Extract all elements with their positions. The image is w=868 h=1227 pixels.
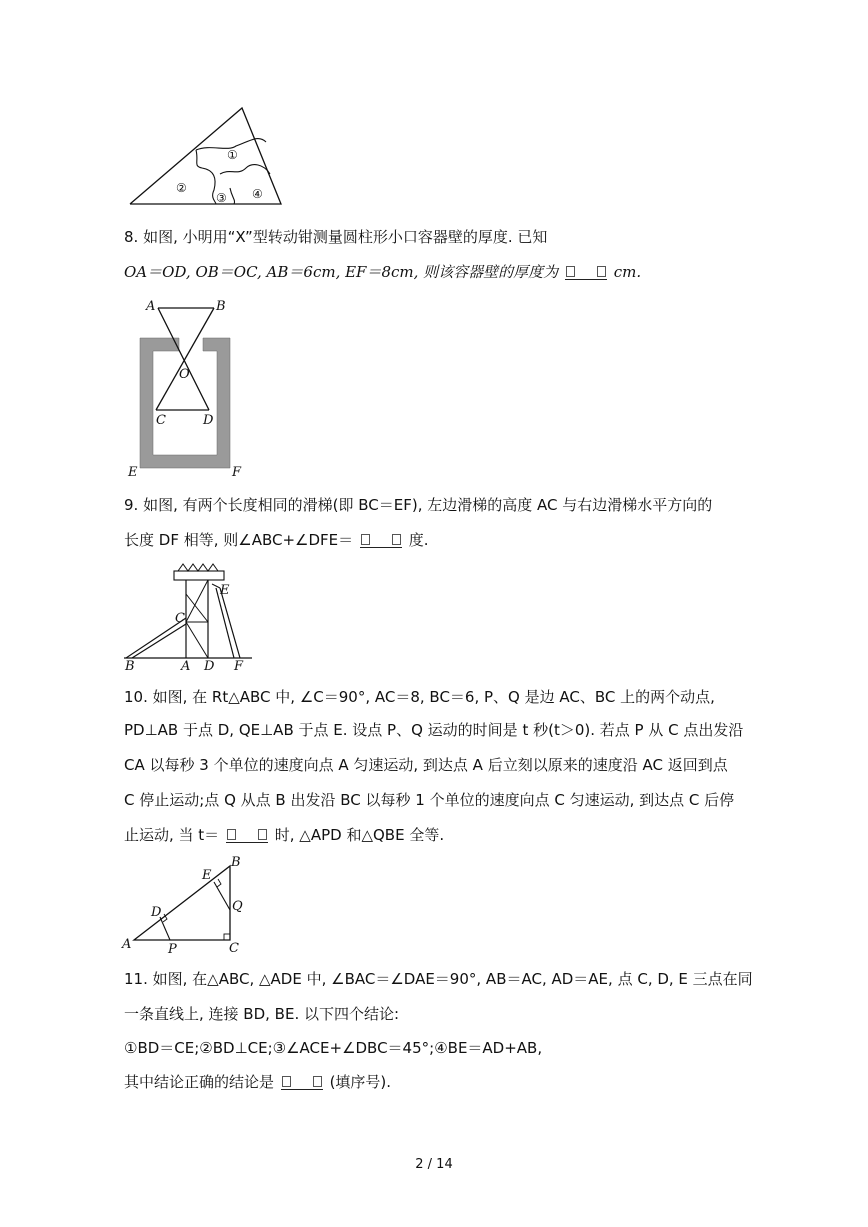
figure-q7-triangle — [124, 104, 286, 208]
q10-line3: CA 以每秒 3 个单位的速度向点 A 匀速运动, 到达点 A 后立刻以原来的速度沿 AC 返回到点 — [124, 756, 728, 774]
q8-line1: 8. 如图, 小明用“X”型转动钳测量圆柱形小口容器壁的厚度. 已知 — [124, 228, 548, 246]
q11-line4 — [124, 1072, 391, 1092]
q9-line2 — [124, 530, 428, 550]
q9-answer-blank[interactable] — [360, 531, 402, 548]
fig9-label-E: E — [220, 583, 230, 598]
q11-line4-tail: (填序号). — [329, 1073, 392, 1091]
fig10-label-A: A — [122, 937, 132, 952]
fig7-label-1: ① — [227, 148, 238, 162]
q10-line5-text: 止运动, 当 t＝ — [124, 826, 220, 844]
fig9-label-F: F — [234, 659, 244, 672]
fig9-label-C: C — [175, 611, 185, 626]
q11-line2: 一条直线上, 连接 BD, BE. 以下四个结论: — [124, 1005, 400, 1023]
q11-line3: ①BD＝CE;②BD⊥CE;③∠ACE+∠DBC＝45°;④BE＝AD+AB, — [124, 1039, 543, 1057]
fig8-label-O: O — [179, 367, 190, 382]
fig10-label-B: B — [231, 855, 241, 870]
fig7-label-3: ③ — [216, 191, 227, 205]
q10-line1: 10. 如图, 在 Rt△ABC 中, ∠C＝90°, AC＝8, BC＝6, P、Q 是边 AC、BC 上的两个动点, — [124, 688, 715, 706]
q8-line2-text: OA＝OD, OB＝OC, AB＝6cm, EF＝8cm, 则该容器壁的厚度为 — [124, 263, 559, 281]
q9-line1: 9. 如图, 有两个长度相同的滑梯(即 BC＝EF), 左边滑梯的高度 AC 与右边滑梯水平方向的 — [124, 496, 713, 514]
q8-line2-unit: cm. — [613, 263, 642, 281]
q11-line1: 11. 如图, 在△ABC, △ADE 中, ∠BAC＝∠DAE＝90°, AB＝AC, AD＝AE, 点 C, D, E 三点在同 — [124, 970, 753, 988]
figure-q9-slides — [120, 560, 260, 672]
fig9-label-B: B — [125, 659, 135, 672]
page-number: 2 / 14 — [415, 1157, 453, 1172]
figure-q8-pliers — [124, 294, 248, 480]
q10-line4: C 停止运动;点 Q 从点 B 出发沿 BC 以每秒 1 个单位的速度向点 C 匀速运动, 到达点 C 后停 — [124, 791, 735, 809]
fig9-label-A: A — [181, 659, 191, 672]
q8-answer-blank[interactable] — [565, 263, 607, 280]
fig10-label-P: P — [168, 942, 177, 956]
fig9-label-D: D — [204, 659, 215, 672]
q10-answer-blank[interactable] — [226, 826, 268, 843]
fig8-label-C: C — [156, 413, 166, 428]
fig8-label-B: B — [216, 299, 226, 314]
fig10-label-Q: Q — [232, 899, 243, 914]
q11-answer-blank[interactable] — [281, 1073, 323, 1090]
fig10-label-D: D — [151, 905, 162, 920]
fig7-label-4: ④ — [252, 187, 263, 201]
q9-line2-unit: 度. — [408, 531, 429, 549]
fig10-label-C: C — [229, 941, 239, 956]
fig8-label-A: A — [146, 299, 156, 314]
figure-q10-triangle — [120, 852, 250, 956]
q10-line5 — [124, 825, 444, 845]
fig8-label-F: F — [232, 465, 242, 480]
q11-line4-text: 其中结论正确的结论是 — [124, 1073, 275, 1091]
fig8-label-E: E — [128, 465, 138, 480]
fig8-label-D: D — [203, 413, 214, 428]
q8-line2 — [124, 262, 641, 282]
q9-line2-text: 长度 DF 相等, 则∠ABC+∠DFE＝ — [124, 531, 354, 549]
fig10-label-E: E — [202, 868, 212, 883]
fig7-label-2: ② — [176, 181, 187, 195]
q10-line5-tail: 时, △APD 和△QBE 全等. — [274, 826, 445, 844]
q10-line2: PD⊥AB 于点 D, QE⊥AB 于点 E. 设点 P、Q 运动的时间是 t 秒(t＞0). 若点 P 从 C 点出发沿 — [124, 721, 744, 739]
